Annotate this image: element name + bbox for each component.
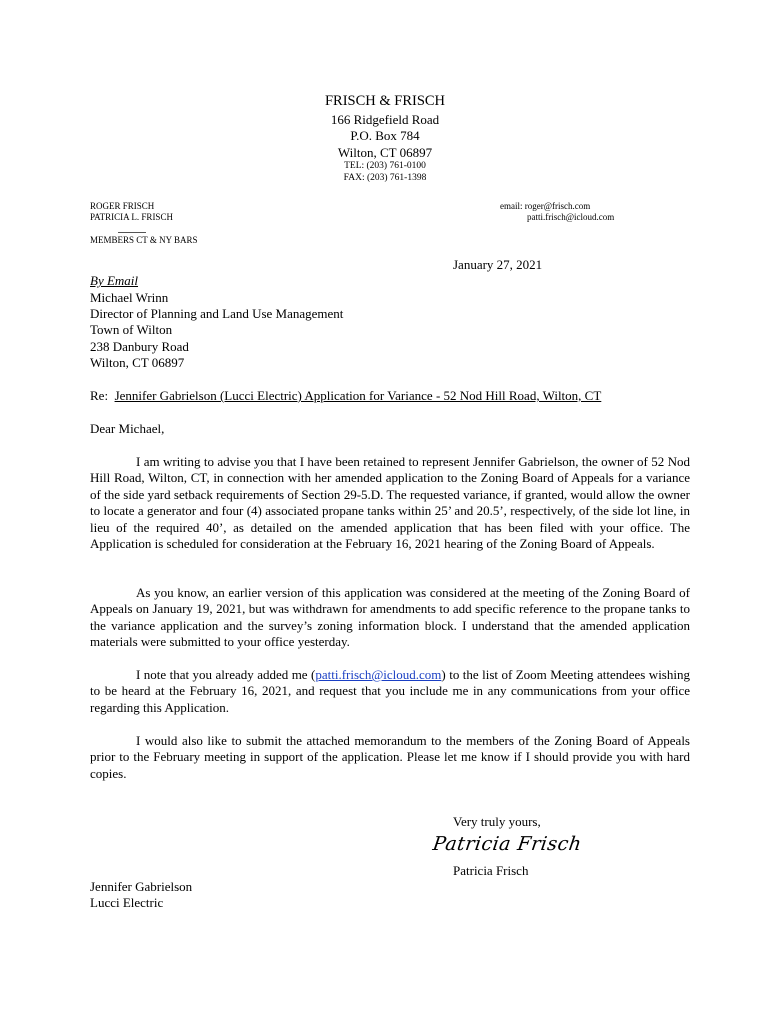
cc-name: Jennifer Gabrielson [90, 879, 193, 894]
firm-address-line1: 166 Ridgefield Road [330, 112, 440, 127]
recipient-organization: Town of Wilton [90, 322, 173, 337]
paragraph-4-text: I would also like to submit the attached memorandum to the members of the Zoning Board of Appeals prior to the February meeting in support of the application. Please let me know if I should provide you with hard copies. [90, 733, 690, 781]
firm-name: FRISCH & FRISCH [324, 93, 446, 109]
body-paragraph-2 [90, 585, 690, 651]
firm-address-line2: P.O. Box 784 [350, 128, 420, 143]
subject-text: Jennifer Gabrielson (Lucci Electric) Application for Variance - 52 Nod Hill Road, Wilton, CT [114, 388, 602, 403]
email-link[interactable]: patti.frisch@icloud.com [315, 667, 442, 682]
paragraph-1-text: I am writing to advise you that I have been retained to represent Jennifer Gabrielson, the owner of 52 Nod Hill Road, Wilton, CT, in connection with her amended application to the Zoning Board of Appeals for a variance of the side yard setback requirements of Section 29-5.D. The requested variance, if granted, would allow the owner to locate a generator and four (4) associated propane tanks within 25’ and 20.5’, respectively, of the side lot line, in lieu of the required 40’, as detailed on the amended application that has been filed with your office. The Application is scheduled for consideration at the February 16, 2021 hearing of the Zoning Board of Appeals. [90, 454, 690, 552]
firm-fax: FAX: (203) 761-1398 [343, 173, 427, 183]
valediction: Very truly yours, [453, 814, 541, 829]
attorney-name-roger: ROGER FRISCH [90, 201, 155, 211]
subject-line [90, 388, 601, 405]
body-paragraph-1 [90, 454, 690, 552]
paragraph-3-text-a: I note that you already added me ( [136, 667, 316, 682]
attorney-name-patricia: PATRICIA L. FRISCH [90, 212, 173, 222]
email-patricia: patti.frisch@icloud.com [527, 212, 615, 222]
handwritten-signature: Patricia Frisch [431, 833, 584, 855]
body-paragraph-4 [90, 733, 690, 782]
body-paragraph-3 [90, 667, 690, 716]
salutation: Dear Michael, [90, 421, 165, 436]
email-roger: email: roger@frisch.com [500, 201, 591, 211]
delivery-method: By Email [90, 273, 139, 288]
recipient-city: Wilton, CT 06897 [90, 355, 185, 370]
paragraph-3-text-b: ) to the list of Zoom Meeting attendees wishing to be heard at the February 16, 2021, and request that you include me in any communications from your office regarding this Application. [90, 667, 690, 715]
letter-date: January 27, 2021 [453, 257, 543, 272]
paragraph-2-text: As you know, an earlier version of this application was considered at the meeting of the Zoning Board of Appeals on January 19, 2021, but was withdrawn for amendments to add specific reference to the propane tanks to the variance application and the survey’s zoning information block. I understand that the amended application materials were submitted to your office yesterday. [90, 585, 690, 650]
divider-rule [118, 232, 146, 233]
signatory-name: Patricia Frisch [453, 863, 529, 878]
recipient-name: Michael Wrinn [90, 290, 169, 305]
firm-city: Wilton, CT 06897 [337, 145, 433, 160]
recipient-street: 238 Danbury Road [90, 339, 189, 354]
bar-memberships: MEMBERS CT & NY BARS [90, 235, 198, 245]
subject-label: Re: [90, 388, 109, 403]
recipient-title: Director of Planning and Land Use Management [90, 306, 344, 321]
firm-telephone: TEL: (203) 761-0100 [344, 161, 426, 171]
cc-company: Lucci Electric [90, 895, 164, 910]
